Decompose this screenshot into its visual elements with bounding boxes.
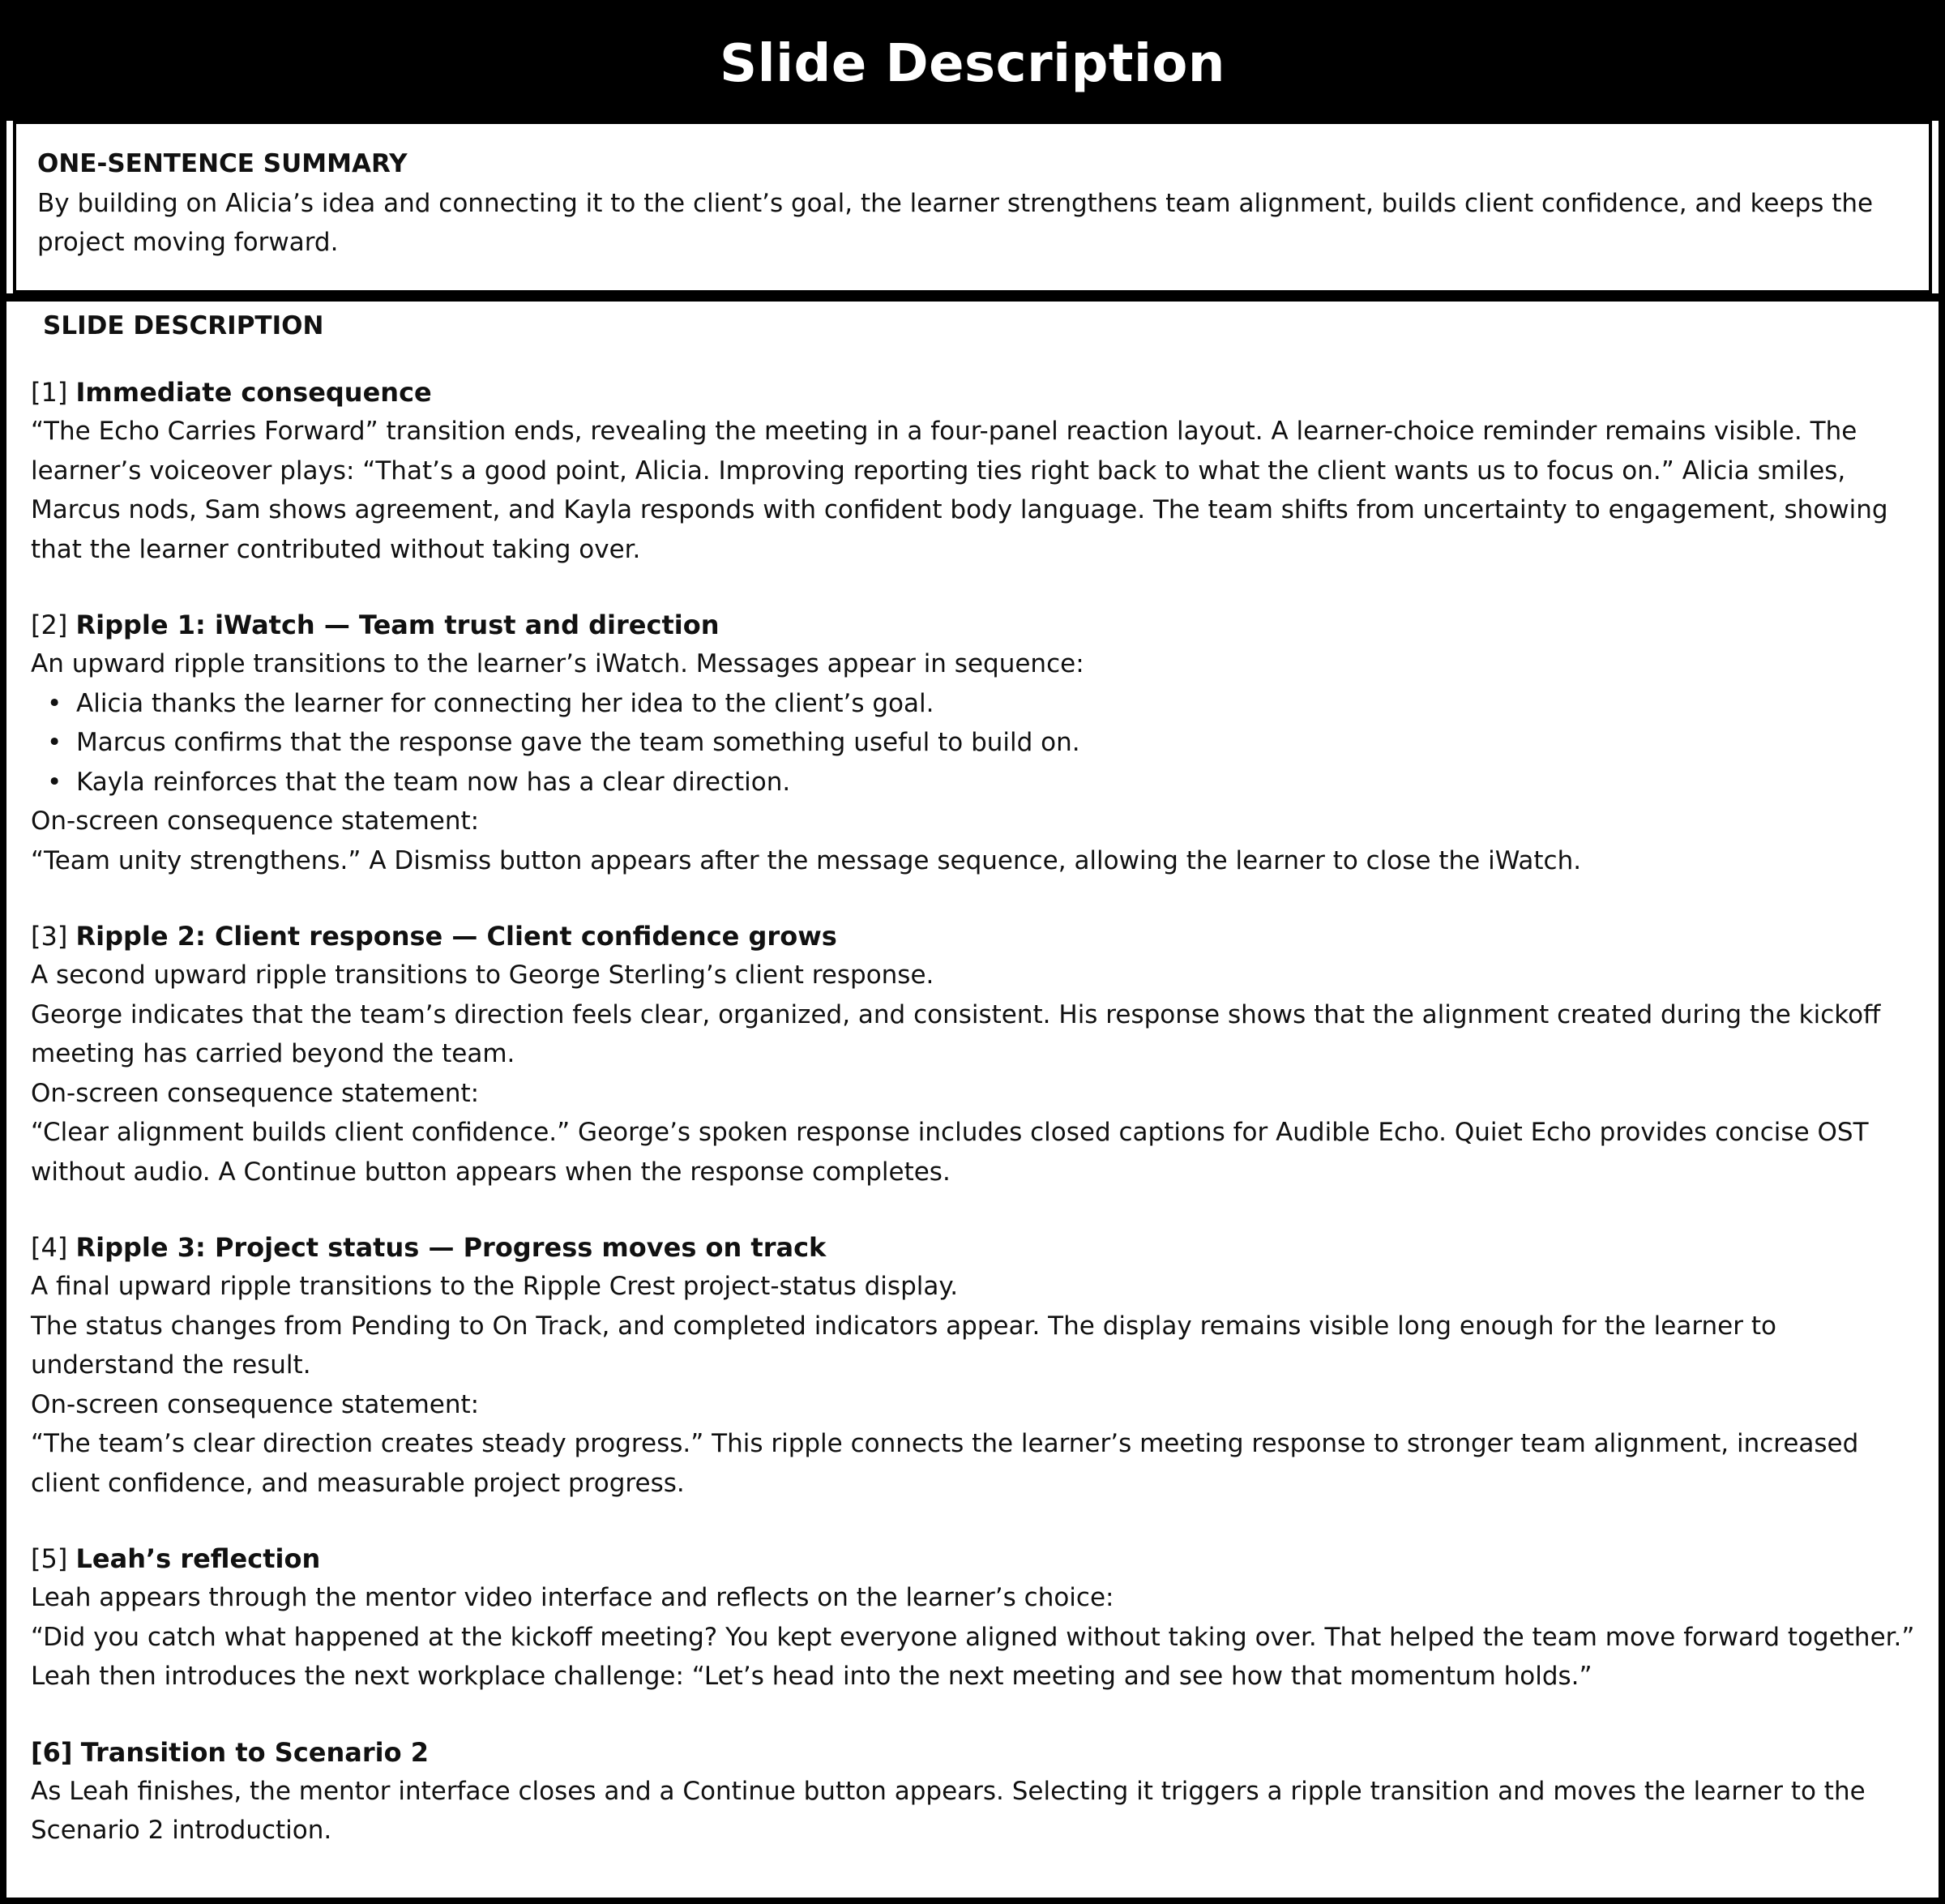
section-number: [6]: [31, 1736, 73, 1768]
section-title: Leah’s reflection: [75, 1543, 321, 1574]
bullet-icon: •: [47, 767, 62, 797]
section-title: Ripple 2: Client response — Client confidence grows: [75, 921, 837, 952]
section-paragraph: On-screen consequence statement:: [31, 1078, 480, 1108]
list-item: [31, 763, 1927, 802]
section-paragraph: On-screen consequence statement:: [31, 807, 480, 836]
section-title: Ripple 3: Project status — Progress moves on track: [75, 1232, 827, 1263]
section-paragraph: “Team unity strengthens.” A Dismiss button appears after the message sequence, allowing the learner to close the iWatch.: [31, 845, 1582, 875]
section-paragraph: A second upward ripple transitions to George Sterling’s client response.: [31, 961, 934, 990]
section-paragraph: As Leah finishes, the mentor interface closes and a Continue button appears. Selecting it triggers a ripple transition and moves the learner to the Scenario 2 introduction.: [31, 1776, 1866, 1845]
section-paragraph: A final upward ripple transitions to the Ripple Crest project-status display.: [31, 1272, 959, 1301]
page-title: Slide Description: [6, 6, 1939, 121]
section-number: [1]: [31, 377, 68, 408]
section-heading: [31, 1539, 1927, 1578]
section-paragraph: “The team’s clear direction creates steady progress.” This ripple connects the learner’s meeting response to stronger team alignment, increased client confidence, and measurable project progress.: [31, 1429, 1859, 1498]
section-title: Immediate consequence: [75, 377, 432, 408]
slide-description: [31, 302, 1927, 1851]
section-number: [5]: [31, 1543, 68, 1574]
summary-text: By building on Alicia’s idea and connecting it to the client’s goal, the learner strengthens team alignment, builds client confidence, and keeps the project moving forward.: [37, 189, 1874, 257]
bullet-list: [31, 684, 1927, 802]
summary-box: [13, 121, 1932, 293]
section-number: [4]: [31, 1232, 68, 1263]
section-1: [31, 373, 1927, 569]
list-item: [31, 723, 1927, 763]
section-paragraph: “The Echo Carries Forward” transition ends, revealing the meeting in a four-panel reaction layout. A learner-choice reminder remains visible. The learner’s voiceover plays: “That’s a good point, Alicia. Improving reporting ties right back to what the client wants us to focus on.” Alicia smiles, Marcus nods, Sam shows agreement, and Kayla responds with confident body language. The team shifts from uncertainty to engagement, showing that the learner contributed without taking over.: [31, 417, 1888, 564]
section-4: [31, 1228, 1927, 1503]
section-number: [3]: [31, 921, 68, 952]
section-paragraph: On-screen consequence statement:: [31, 1389, 480, 1419]
section-paragraph: The status changes from Pending to On Track, and completed indicators appear. The display remains visible long enough for the learner to understand the result.: [31, 1311, 1776, 1380]
section-paragraph: “Did you catch what happened at the kickoff meeting? You kept everyone aligned without taking over. That helped the team move forward together.” Leah then introduces the next workplace challenge: “Let’s head into the next meeting and see how that momentum holds.”: [31, 1622, 1915, 1691]
section-heading: [31, 1228, 1927, 1267]
section-5: [31, 1539, 1927, 1696]
bullet-icon: •: [47, 728, 62, 757]
bullet-icon: •: [47, 688, 62, 718]
summary-label: ONE-SENTENCE SUMMARY: [37, 149, 408, 178]
divider: [6, 293, 1939, 302]
section-paragraph: George indicates that the team’s direction feels clear, organized, and consistent. His response shows that the alignment created during the kickoff meeting has carried beyond the team.: [31, 999, 1881, 1068]
section-2: [31, 605, 1927, 880]
section-paragraph: “Clear alignment builds client confidence.” George’s spoken response includes closed captions for Audible Echo. Quiet Echo provides concise OST without audio. A Continue button appears when the response completes.: [31, 1118, 1869, 1187]
section-heading: [31, 1733, 1927, 1772]
bullet-text: Kayla reinforces that the team now has a clear direction.: [76, 767, 791, 797]
section-paragraph: Leah appears through the mentor video interface and reflects on the learner’s choice:: [31, 1583, 1114, 1612]
section-heading: [31, 605, 1927, 644]
section-paragraph: An upward ripple transitions to the learner’s iWatch. Messages appear in sequence:: [31, 649, 1084, 678]
section-title: Ripple 1: iWatch — Team trust and direction: [75, 610, 720, 640]
section-heading: [31, 373, 1927, 412]
section-title: Transition to Scenario 2: [80, 1736, 429, 1768]
section-number: [2]: [31, 610, 68, 640]
section-heading: [31, 917, 1927, 956]
list-item: [31, 684, 1927, 724]
section-list: [31, 373, 1927, 1851]
description-label: SLIDE DESCRIPTION: [43, 311, 324, 340]
bullet-text: Alicia thanks the learner for connecting her idea to the client’s goal.: [76, 688, 934, 718]
section-3: [31, 917, 1927, 1192]
section-6: [31, 1733, 1927, 1851]
bullet-text: Marcus confirms that the response gave the team something useful to build on.: [76, 728, 1080, 757]
